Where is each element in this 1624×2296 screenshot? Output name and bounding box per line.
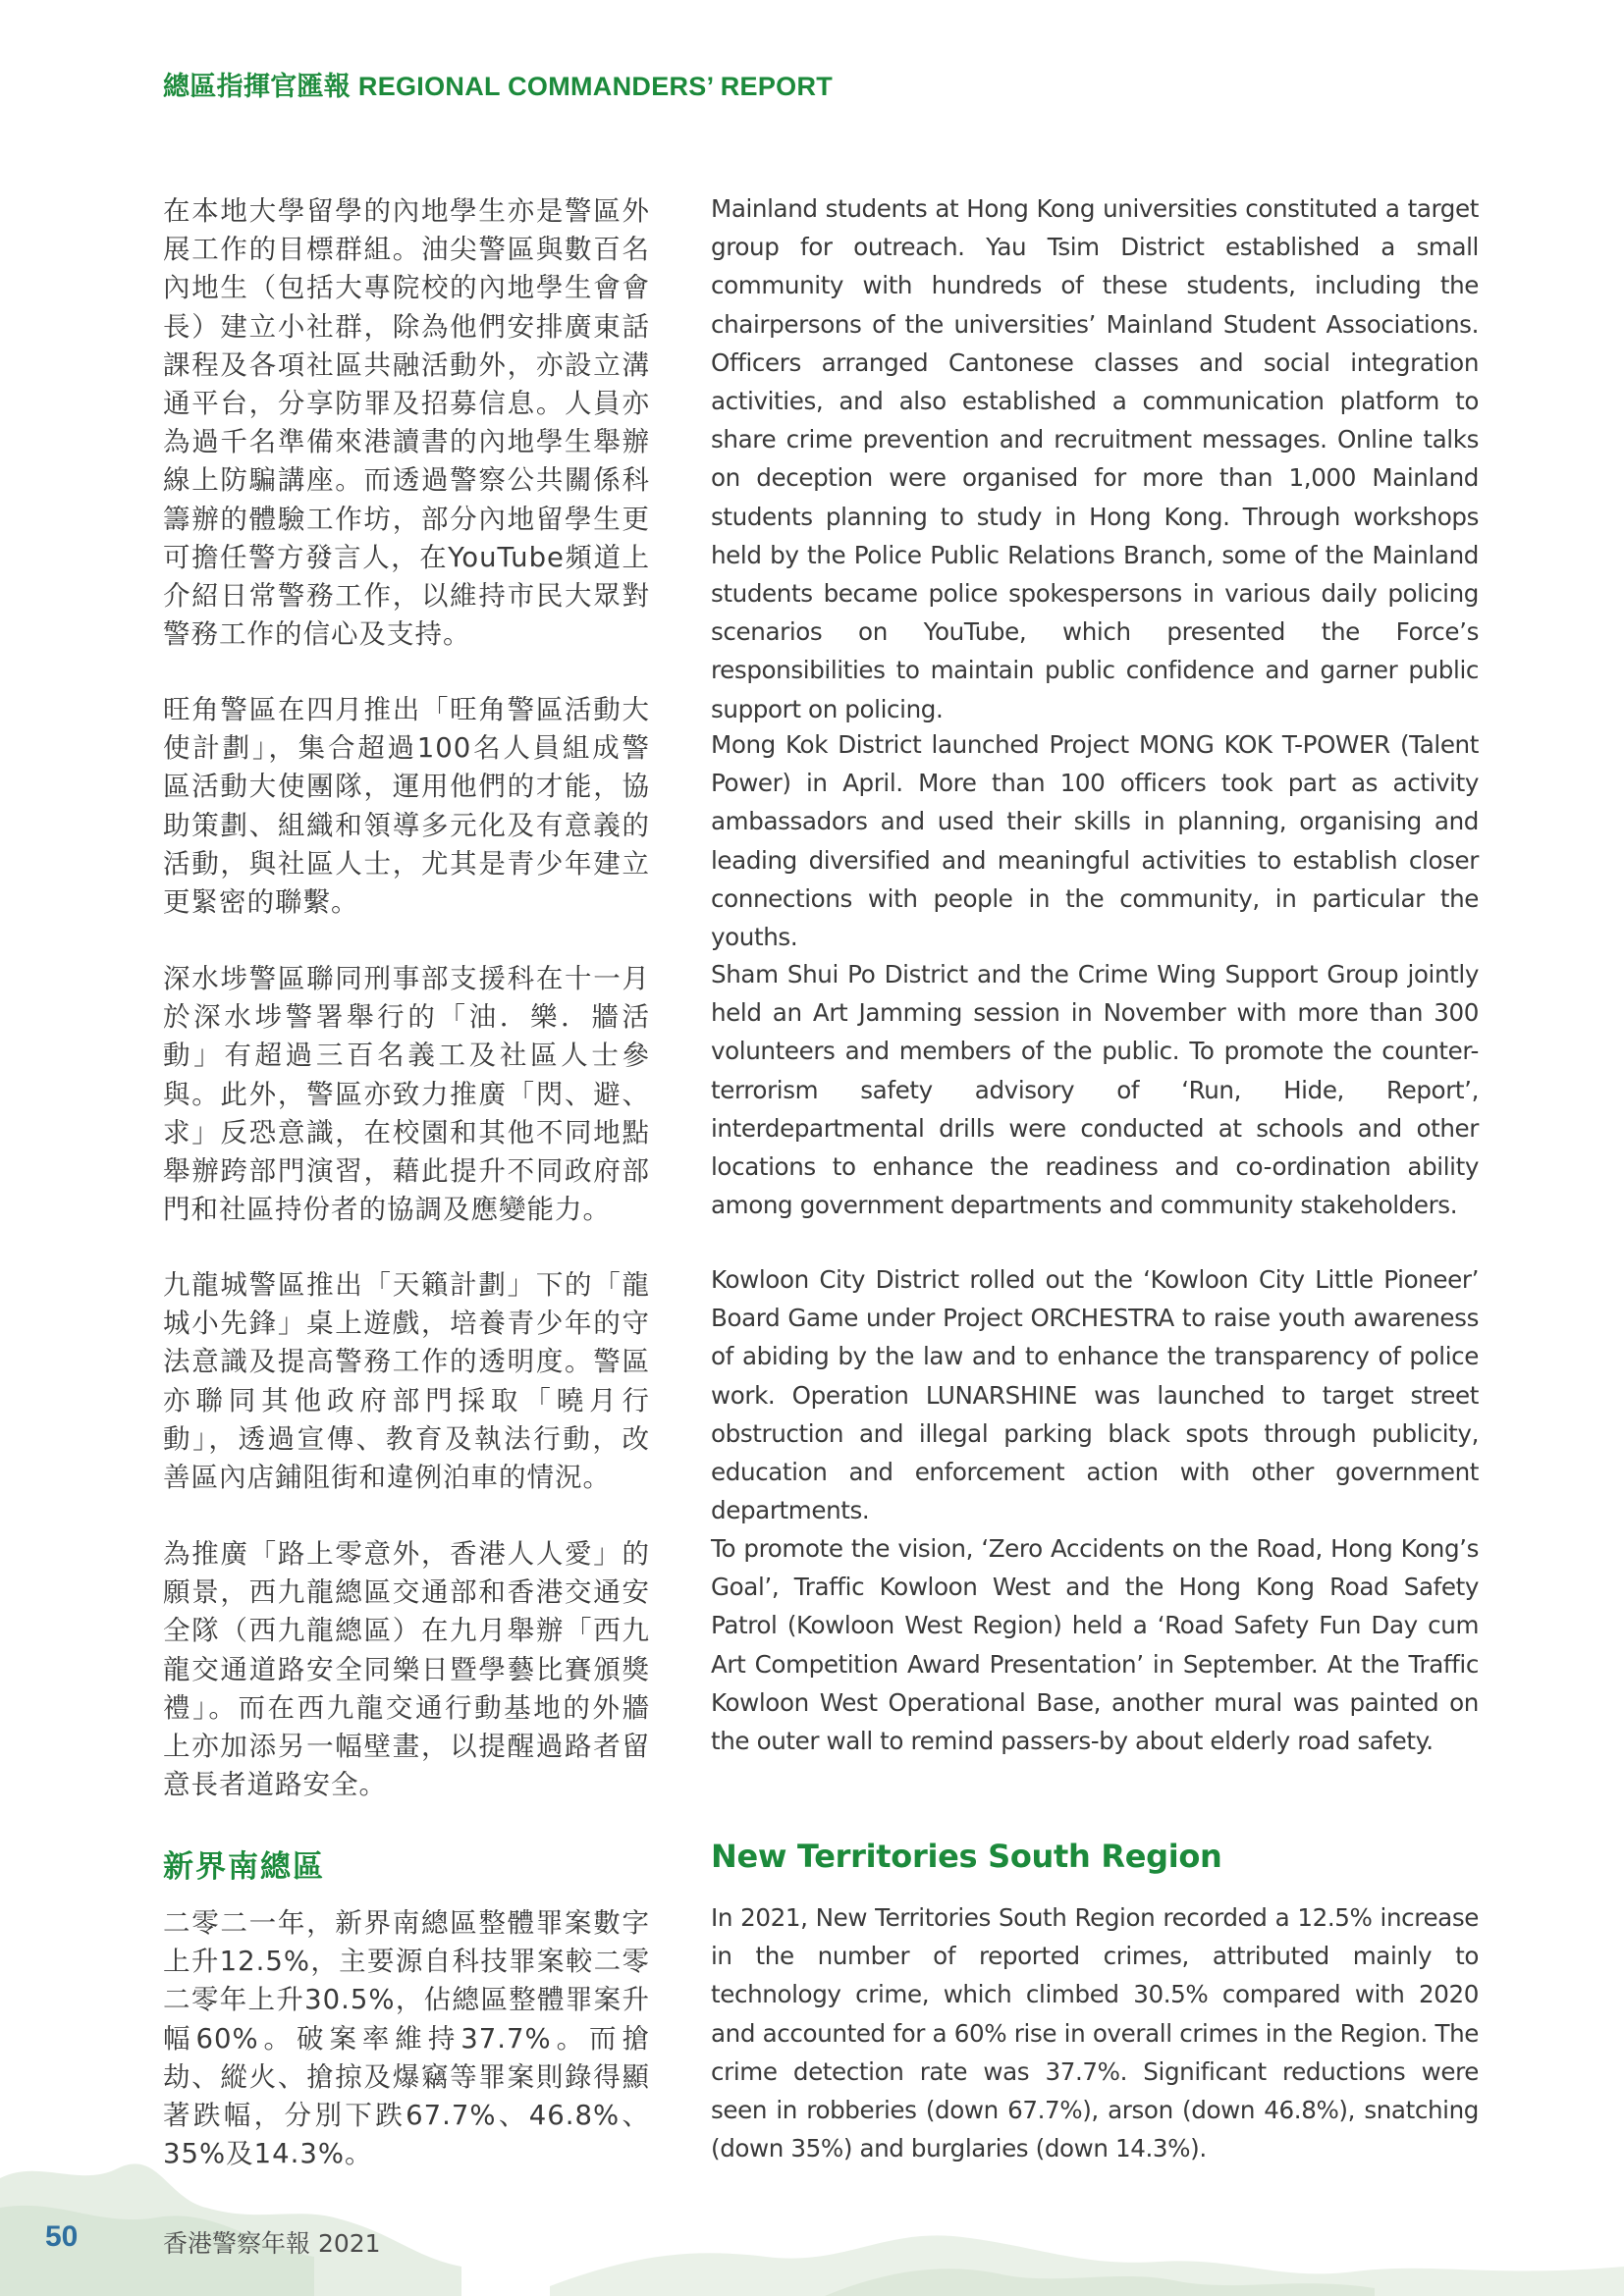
decorative-wash xyxy=(0,2060,1624,2296)
en-paragraph-kowloon-city: Kowloon City District rolled out the ‘Kowloon City Little Pioneer’ Board Game under Project ORCHESTRA to raise youth awareness of abiding by the law and to enhance the transparency of police work. Operation LUNARSHINE was launched to target street obstruction and illegal parking black spots through publicity, education and enforcement action with other government departments. xyxy=(711,1265,1479,1525)
zh-paragraph-yau-tsim: 在本地大學留學的內地學生亦是警區外展工作的目標群組。油尖警區與數百名內地生（包括大專院校的內地學生會會長）建立小社群，除為他們安排廣東話課程及各項社區共融活動外，亦設立溝通平台，分享防罪及招募信息。人員亦為過千名準備來港讀書的內地學生舉辦線上防騙講座。而透過警察公共關係科籌辦的體驗工作坊，部分內地留學生更可擔任警方發言人，在YouTube頻道上介紹日常警務工作，以維持市民大眾對警務工作的信心及支持。 xyxy=(163,195,650,651)
en-paragraph-sham-shui-po: Sham Shui Po District and the Crime Wing Support Group jointly held an Art Jamming session in November with more than 300 volunteers and members of the public. To promote the counter-terrorism safety advisory of ‘Run, Hide, Report’, interdepartmental drills were conducted at schools and other locations to enhance the readiness and co-ordination ability among government departments and community stakeholders. xyxy=(711,960,1479,1220)
zh-paragraph-traffic-kowloon-west: 為推廣「路上零意外，香港人人愛」的願景，西九龍總區交通部和香港交通安全隊（西九龍總區）在九月舉辦「西九龍交通道路安全同樂日暨學藝比賽頒獎禮」。而在西九龍交通行動基地的外牆上亦加添另一幅壁畫，以提醒過路者留意長者道路安全。 xyxy=(163,1538,650,1801)
zh-section-paragraph: 二零二一年，新界南總區整體罪案數字上升12.5%，主要源自科技罪案較二零二零年上升30.5%，佔總區整體罪案升幅60%。破案率維持37.7%。而搶劫、縱火、搶掠及爆竊等罪案則錄得顯著跌幅，分別下跌67.7%、46.8%、35%及14.3%。 xyxy=(163,1907,650,2170)
zh-paragraph-kowloon-city: 九龍城警區推出「天籟計劃」下的「龍城小先鋒」桌上遊戲，培養青少年的守法意識及提高警務工作的透明度。警區亦聯同其他政府部門採取「曉月行動」，透過宣傳、教育及執法行動，改善區內店鋪阻街和違例泊車的情況。 xyxy=(163,1269,650,1494)
publication-title: 香港警察年報 2021 xyxy=(163,2229,381,2258)
running-header: 總區指揮官匯報 REGIONAL COMMANDERS’ REPORT xyxy=(163,72,834,101)
en-section-title: New Territories South Region xyxy=(711,1838,1222,1875)
en-section-paragraph: In 2021, New Territories South Region recorded a 12.5% increase in the number of reported crimes, attributed mainly to technology crime, which climbed 30.5% compared with 2020 and accounted for a 60% rise in overall crimes in the Region. The crime detection rate was 37.7%. Significant reductions were seen in robberies (down 67.7%), arson (down 46.8%), snatching (down 35%) and burglaries (down 14.3%). xyxy=(711,1903,1479,2163)
en-paragraph-mong-kok: Mong Kok District launched Project MONG KOK T-POWER (Talent Power) in April. More than 100 officers took part as activity ambassadors and used their skills in planning, organising and leading diversified and meaningful activities to establish closer connections with people in the community, in particular the youths. xyxy=(711,730,1479,952)
en-paragraph-yau-tsim: Mainland students at Hong Kong universities constituted a target group for outreach. Yau Tsim District established a small community with hundreds of these students, including the chairpersons of the universities’ Mainland Student Associations. Officers arranged Cantonese classes and social integration activities, and also established a communication platform to share crime prevention and recruitment messages. Online talks on deception were organised for more than 1,000 Mainland students planning to study in Hong Kong. Through workshops held by the Police Public Relations Branch, some of the Mainland students became police spokespersons in various daily policing scenarios on YouTube, which presented the Force’s responsibilities to maintain public confidence and garner public support on policing. xyxy=(711,194,1479,723)
zh-paragraph-sham-shui-po: 深水埗警區聯同刑事部支援科在十一月於深水埗警署舉行的「油．樂．牆活動」有超過三百名義工及社區人士參與。此外，警區亦致力推廣「閃、避、求」反恐意識，在校園和其他不同地點舉辦跨部門演習，藉此提升不同政府部門和社區持份者的協調及應變能力。 xyxy=(163,963,650,1226)
en-paragraph-traffic-kowloon-west: To promote the vision, ‘Zero Accidents on the Road, Hong Kong’s Goal’, Traffic Kowloon West and the Hong Kong Road Safety Patrol (Kowloon West Region) held a ‘Road Safety Fun Day cum Art Competition Award Presentation’ in September. At the Traffic Kowloon West Operational Base, another mural was painted on the outer wall to remind passers-by about elderly road safety. xyxy=(711,1534,1479,1756)
page-number: 50 xyxy=(45,2220,79,2253)
zh-paragraph-mong-kok: 旺角警區在四月推出「旺角警區活動大使計劃」，集合超過100名人員組成警區活動大使團隊，運用他們的才能，協助策劃、組織和領導多元化及有意義的活動，與社區人士，尤其是青少年建立更緊密的聯繫。 xyxy=(163,694,650,919)
zh-section-title: 新界南總區 xyxy=(163,1849,325,1885)
